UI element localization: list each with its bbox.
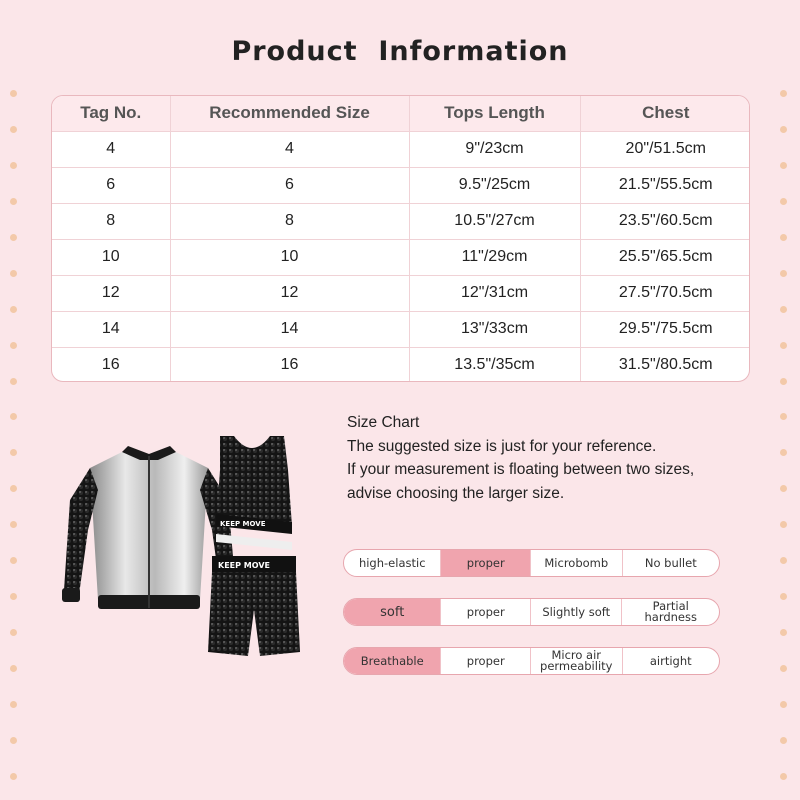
page-title: Product Information: [231, 36, 569, 67]
attribute-cell-selected: proper: [441, 550, 531, 576]
shorts-band-text: KEEP MOVE: [218, 561, 270, 570]
attribute-cell-selected: Breathable: [344, 648, 441, 674]
size-note-line: If your measurement is floating between two sizes,: [347, 461, 695, 478]
attribute-cell: No bullet: [644, 555, 697, 570]
jacket-icon: [62, 446, 236, 609]
table-row: [52, 131, 750, 167]
column-header-tops-length: Tops Length: [409, 96, 580, 131]
attribute-row-elasticity: [343, 549, 720, 577]
cell-size: 6: [170, 167, 409, 203]
decorative-dots-right: [780, 90, 790, 780]
size-note-line: The suggested size is just for your reference.: [347, 437, 657, 455]
cell-tag: 10: [52, 239, 170, 275]
outfit-illustration: [60, 430, 330, 690]
cell-tag: 8: [52, 203, 170, 239]
shorts-icon: [208, 556, 300, 656]
cell-tag: 12: [52, 275, 170, 311]
column-header-recommended-size: Recommended Size: [170, 96, 409, 131]
table-row: [52, 311, 750, 347]
decorative-dots-left: [10, 90, 20, 780]
cell-size: 12: [170, 275, 409, 311]
cell-chest: 20"/51.5cm: [580, 131, 750, 167]
cell-tag: 14: [52, 311, 170, 347]
table-row: [52, 239, 750, 275]
cell-tag: 6: [52, 167, 170, 203]
cell-length: 10.5"/27cm: [409, 203, 580, 239]
table-row: [52, 275, 750, 311]
cell-tag: 16: [52, 347, 170, 382]
attribute-cell: Micro air permeability: [531, 648, 623, 674]
cell-size: 4: [170, 131, 409, 167]
cell-length: 9"/23cm: [409, 131, 580, 167]
top-band-text: KEEP MOVE: [220, 520, 266, 528]
table-row: [52, 347, 750, 382]
size-notes: [347, 411, 767, 505]
cell-chest: 23.5"/60.5cm: [580, 203, 750, 239]
attribute-row-breathability: [343, 647, 720, 675]
cell-size: 10: [170, 239, 409, 275]
size-note-line: advise choosing the larger size.: [347, 484, 565, 502]
cell-chest: 25.5"/65.5cm: [580, 239, 750, 275]
attribute-cell-selected: soft: [344, 599, 441, 625]
size-chart-label: Size Chart: [347, 414, 420, 431]
table-row: [52, 167, 750, 203]
cell-length: 13"/33cm: [409, 311, 580, 347]
attribute-row-softness: [343, 598, 720, 626]
cell-length: 11"/29cm: [409, 239, 580, 275]
table-row: [52, 203, 750, 239]
attribute-cell: Partial hardness: [644, 599, 697, 624]
cell-tag: 4: [52, 131, 170, 167]
column-header-chest: Chest: [580, 96, 750, 131]
attribute-cell: Slightly soft: [531, 599, 623, 625]
cell-chest: 31.5"/80.5cm: [580, 347, 750, 382]
table-header-row: [52, 96, 750, 131]
product-image: [60, 430, 330, 690]
size-table: [51, 95, 750, 382]
attribute-cell: proper: [441, 648, 531, 674]
attribute-cell: Microbomb: [531, 550, 623, 576]
column-header-tag-no: Tag No.: [52, 96, 170, 131]
attribute-cell: high-elastic: [344, 550, 441, 576]
cell-chest: 21.5"/55.5cm: [580, 167, 750, 203]
cell-size: 16: [170, 347, 409, 382]
attribute-cell: airtight: [649, 653, 692, 668]
cell-size: 14: [170, 311, 409, 347]
cell-chest: 29.5"/75.5cm: [580, 311, 750, 347]
cell-length: 12"/31cm: [409, 275, 580, 311]
cell-chest: 27.5"/70.5cm: [580, 275, 750, 311]
cell-length: 9.5"/25cm: [409, 167, 580, 203]
cell-size: 8: [170, 203, 409, 239]
cell-length: 13.5"/35cm: [409, 347, 580, 382]
attribute-cell: proper: [441, 599, 531, 625]
